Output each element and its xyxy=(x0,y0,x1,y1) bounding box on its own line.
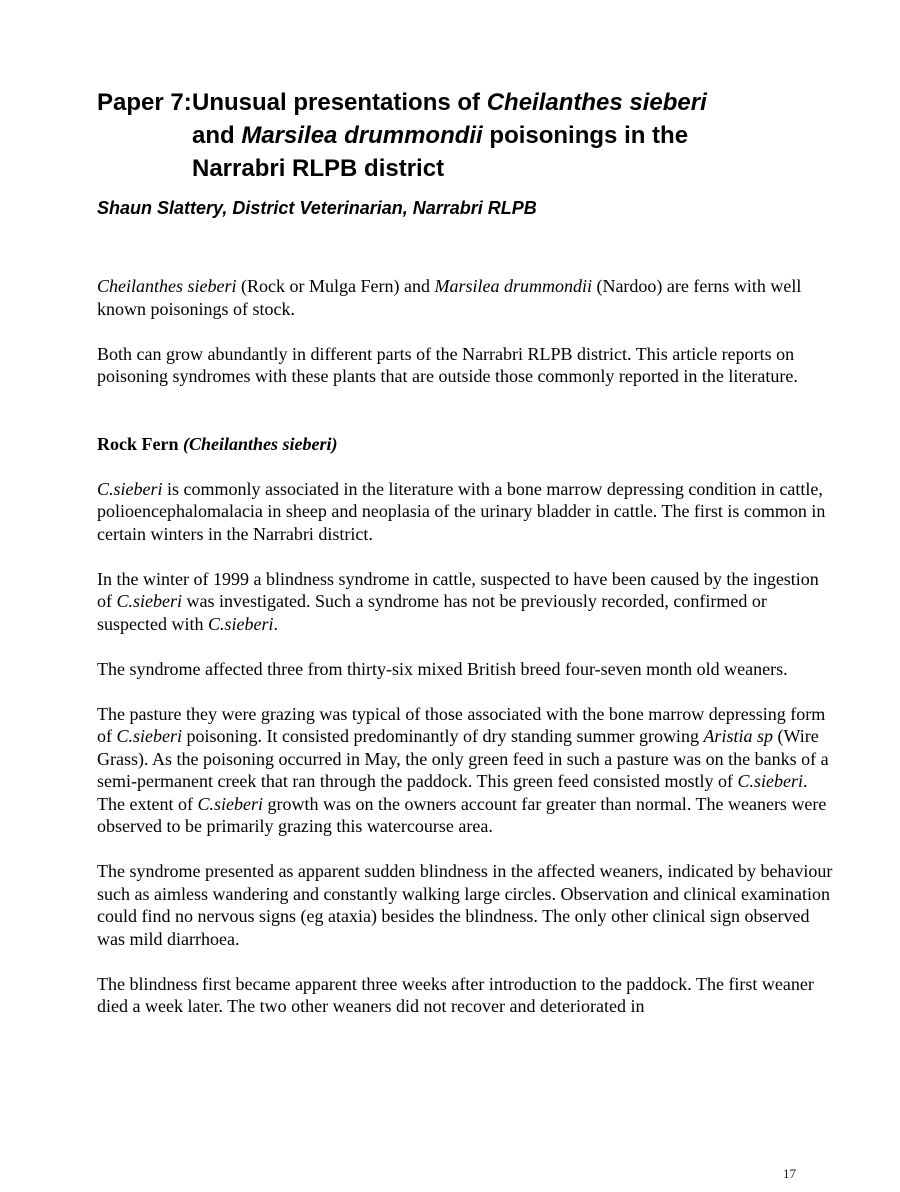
text-segment: . The extent of xyxy=(97,771,808,814)
paragraph xyxy=(97,343,834,388)
text-segment: poisonings in the xyxy=(482,122,689,149)
paragraph xyxy=(97,478,834,546)
title-line xyxy=(192,86,834,119)
text-segment: The syndrome presented as apparent sudden blindness in the affected weaners, indicated by behaviour such as aimless wandering and constantly walking large circles. Observation and clinical examination could find no nervous signs (eg ataxia) besides the blindness. The only other clinical sign observed was mild diarrhoea. xyxy=(97,861,833,949)
text-segment: In the winter of 1999 a blindness syndrome in cattle, suspected to have been caused by the ingestion of xyxy=(97,568,819,611)
text-segment: C.sieberi xyxy=(197,793,263,814)
text-segment: poisoning. It consisted predominantly of dry standing summer growing xyxy=(182,726,704,746)
paragraph xyxy=(97,860,834,950)
text-segment: The blindness first became apparent three weeks after introduction to the paddock. The first weaner died a week later. The two other weaners did not recover and deteriorated in xyxy=(97,973,814,1016)
paragraph xyxy=(97,703,834,838)
text-segment: was investigated. Such a syndrome has not be previously recorded, confirmed or suspected with xyxy=(97,591,767,634)
text-segment: (Nardoo) are ferns with well known poisonings of stock. xyxy=(97,276,802,319)
text-segment: Cheilanthes sieberi xyxy=(486,89,707,116)
text-segment: Narrabri RLPB district xyxy=(192,155,445,182)
text-segment: C.sieberi xyxy=(116,726,182,746)
text-segment: C.sieberi xyxy=(737,771,803,791)
paragraph xyxy=(97,658,834,681)
text-segment: Marsilea drummondii xyxy=(241,122,483,149)
paragraph xyxy=(97,568,834,636)
paper-number-label: Paper 7: xyxy=(97,89,192,116)
text-segment: growth was on the owners account far greater than normal. The weaners were observed to be primarily grazing this watercourse area. xyxy=(97,793,827,836)
text-segment: The syndrome affected three from thirty-six mixed British breed four-seven month old weaners. xyxy=(97,658,788,679)
text-segment: C.sieberi xyxy=(97,478,163,499)
page-number: 17 xyxy=(783,1166,796,1181)
text-segment: Both can grow abundantly in different parts of the Narrabri RLPB district. This article reports on poisoning syndromes with these plants that are outside those commonly reported in the literature. xyxy=(97,343,798,386)
paragraph xyxy=(97,275,834,320)
text-segment: The pasture they were grazing was typical of those associated with the bone marrow depressing form of xyxy=(97,703,826,746)
text-segment: (Wire Grass). As the poisoning occurred in May, the only green feed in such a pasture was on the banks of a semi-permanent creek that ran through the paddock. This green feed consisted mostly of xyxy=(97,726,829,791)
section-heading xyxy=(97,433,834,456)
paragraph xyxy=(97,973,834,1018)
text-segment: C.sieberi xyxy=(207,613,274,634)
text-segment: (Cheilanthes sieberi) xyxy=(182,433,338,454)
text-segment: and xyxy=(192,122,242,149)
text-segment: Unusual presentations of xyxy=(192,89,487,116)
paper-title-lines xyxy=(192,86,834,185)
text-segment: Aristia sp xyxy=(703,726,773,746)
article-body xyxy=(97,275,834,1018)
text-segment: Cheilanthes sieberi xyxy=(97,276,237,296)
paper-title xyxy=(97,86,834,185)
title-line xyxy=(192,119,834,152)
text-segment: is commonly associated in the literature with a bone marrow depressing condition in cattle, polioencephalomalacia in sheep and neoplasia of the urinary bladder in cattle. The first is common in certain winters in the Narrabri district. xyxy=(97,478,826,544)
author-byline: Shaun Slattery, District Veterinarian, Narrabri RLPB xyxy=(97,198,537,218)
text-segment: (Rock or Mulga Fern) and xyxy=(236,276,435,296)
text-segment: Rock Fern xyxy=(97,433,183,454)
text-segment: Marsilea drummondii xyxy=(434,276,592,296)
page-content xyxy=(97,86,834,1040)
text-segment: C.sieberi xyxy=(116,591,182,611)
text-segment: . xyxy=(273,613,278,634)
title-line xyxy=(192,152,834,185)
